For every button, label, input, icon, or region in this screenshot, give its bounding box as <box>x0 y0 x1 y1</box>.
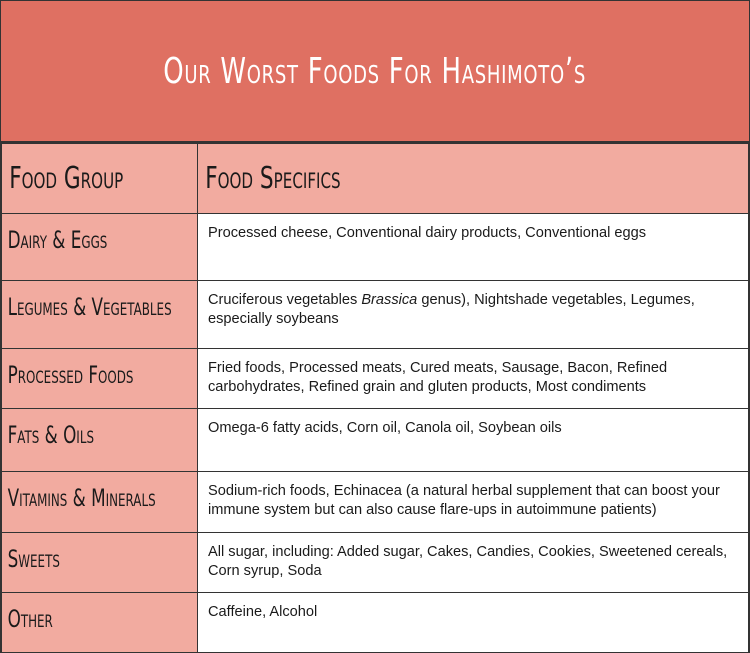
table-row <box>2 593 749 653</box>
title-banner <box>1 1 749 143</box>
specifics-cell <box>198 409 749 472</box>
header-cell-food-specifics <box>198 144 749 214</box>
food-group-label: Fats & Oils <box>7 421 95 449</box>
table-row <box>2 281 749 349</box>
food-group-label: Vitamins & Minerals <box>7 484 156 512</box>
food-specifics-text: Sodium-rich foods, Echinacea (a natural herbal supplement that can boost your immune system but can also cause flare-ups in autoimmune patients) <box>208 483 720 518</box>
header-cell-food-group <box>2 144 198 214</box>
table-header-row <box>2 144 749 214</box>
group-cell <box>2 472 198 533</box>
food-group-label: Dairy & Eggs <box>7 226 108 254</box>
group-cell <box>2 349 198 409</box>
specifics-cell <box>198 472 749 533</box>
table-row <box>2 214 749 281</box>
genus-name-italic: Brassica <box>361 292 418 308</box>
table-row <box>2 533 749 593</box>
specifics-cell <box>198 533 749 593</box>
food-specifics-text: Caffeine, Alcohol <box>208 604 318 620</box>
specifics-cell <box>198 281 749 349</box>
foods-table <box>1 143 749 653</box>
food-specifics-text: Processed cheese, Conventional dairy products, Conventional eggs <box>208 225 647 241</box>
specifics-cell <box>198 349 749 409</box>
table-row <box>2 349 749 409</box>
table-row <box>2 472 749 533</box>
page-title: Our Worst Foods For Hashimoto’s <box>163 50 587 92</box>
group-cell <box>2 281 198 349</box>
food-specifics-text: All sugar, including: Added sugar, Cakes, Candies, Cookies, Sweetened cereals, Corn syrup, Soda <box>208 544 728 579</box>
group-cell <box>2 214 198 281</box>
food-group-label: Processed Foods <box>7 361 134 389</box>
specifics-cell <box>198 214 749 281</box>
food-group-label: Legumes & Vegetables <box>7 293 172 321</box>
food-group-label: Other <box>7 605 53 633</box>
specifics-cell <box>198 593 749 653</box>
group-cell <box>2 409 198 472</box>
food-specifics-text: Cruciferous vegetables Brassica genus), Nightshade vegetables, Legumes, especially soybeans <box>208 292 695 327</box>
column-header-food-specifics: Food Specifics <box>205 161 341 196</box>
food-specifics-text: Omega-6 fatty acids, Corn oil, Canola oil, Soybean oils <box>208 420 562 436</box>
column-header-food-group: Food Group <box>9 161 124 196</box>
food-group-label: Sweets <box>7 545 60 573</box>
group-cell <box>2 533 198 593</box>
food-specifics-text: Fried foods, Processed meats, Cured meats, Sausage, Bacon, Refined carbohydrates, Refined grain and gluten products, Most condiments <box>208 360 668 395</box>
table-row <box>2 409 749 472</box>
group-cell <box>2 593 198 653</box>
